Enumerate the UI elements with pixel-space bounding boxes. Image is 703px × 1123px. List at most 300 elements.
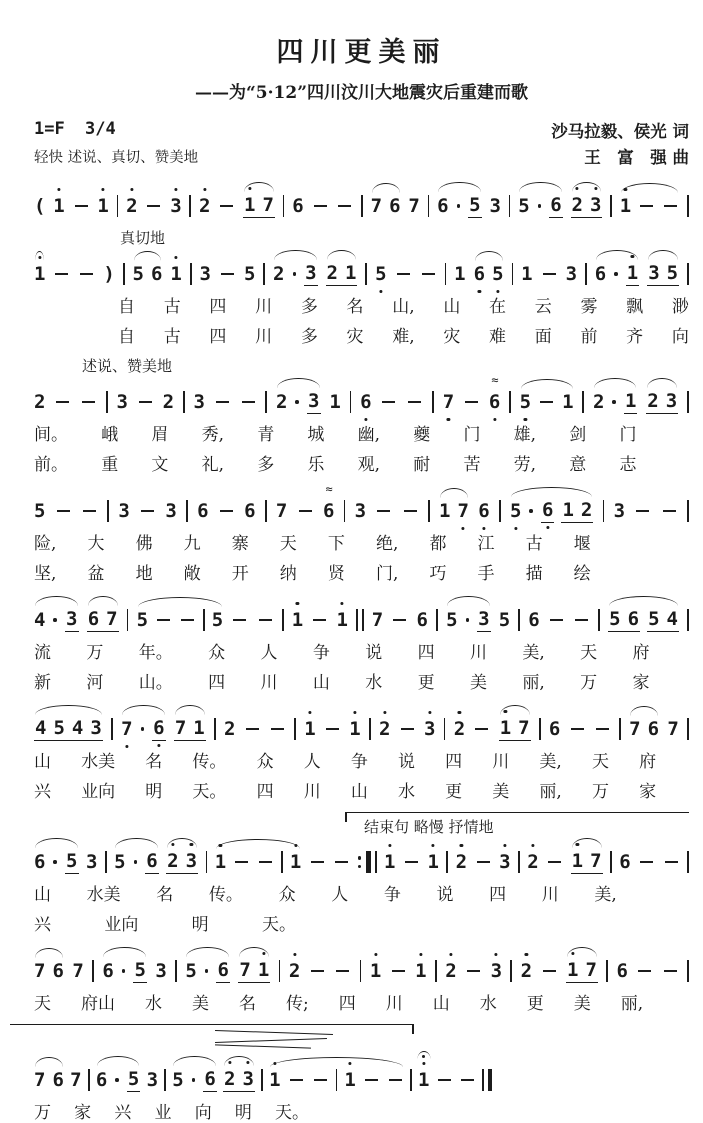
lyric-row	[34, 450, 637, 475]
lyric-syllable: 人	[331, 885, 349, 906]
note: 1	[562, 391, 574, 414]
lyric-syllable: 川	[385, 994, 403, 1015]
lyric-syllable: 府山	[81, 994, 115, 1015]
note: 7	[629, 718, 641, 741]
note: 7	[239, 959, 251, 982]
note: 3	[305, 262, 317, 285]
system-line-3	[34, 355, 689, 475]
lyric-syllable: 难	[489, 327, 507, 348]
slur-group	[174, 717, 206, 741]
slur-group	[566, 959, 598, 983]
lyric-syllable: 门,	[375, 564, 399, 585]
octave-dot-above	[203, 188, 206, 191]
note: 3	[491, 960, 502, 982]
single-barline	[687, 195, 689, 217]
barline	[539, 718, 541, 740]
note: 6	[542, 499, 553, 521]
lyric-syllable: 门	[463, 425, 481, 446]
note: 5	[132, 263, 144, 286]
barline	[186, 500, 188, 522]
barline	[598, 609, 600, 631]
single-barline	[539, 718, 541, 740]
lyric-syllable: 人	[303, 752, 321, 773]
decrescendo-line	[215, 1030, 333, 1035]
lyric-syllable: 山	[34, 752, 51, 773]
lyric-syllable: 坚,	[34, 564, 57, 585]
note: 7	[590, 850, 602, 873]
lyric-syllable: 天	[580, 643, 598, 664]
single-barline	[203, 609, 205, 631]
octave-dot-above	[294, 844, 297, 847]
note: 3	[90, 717, 102, 740]
barline	[369, 718, 371, 740]
beam-group	[647, 608, 679, 632]
system-line-6	[34, 701, 689, 802]
lyric-syllable: 古	[163, 327, 181, 348]
duration-dash	[422, 273, 435, 275]
lyric-syllable: 府	[639, 752, 657, 773]
lyric-syllable: 说	[436, 885, 454, 906]
note: 7	[275, 500, 288, 523]
slur-group	[595, 262, 640, 286]
note: 6	[594, 263, 607, 286]
duration-dash	[543, 970, 556, 972]
slur-group	[87, 608, 119, 632]
system-line-9	[34, 1022, 689, 1123]
note: 6	[244, 500, 256, 523]
duration-dash	[220, 510, 233, 512]
octave-dot-above	[190, 843, 193, 846]
duration-dash	[438, 1079, 451, 1081]
duration-dash	[477, 861, 490, 863]
note: 6	[150, 263, 163, 286]
note: 3	[186, 850, 197, 872]
duration-dot	[53, 618, 57, 622]
single-barline	[279, 960, 281, 982]
octave-dot-above	[383, 711, 386, 714]
note: 6	[416, 609, 428, 632]
note: 2	[521, 960, 532, 982]
barline	[279, 960, 281, 982]
lyric-syllable: 地	[135, 564, 153, 585]
repeat-dots	[358, 856, 362, 868]
notation-row	[34, 1052, 493, 1093]
lyric-syllable: 水	[397, 782, 415, 803]
duration-dash	[216, 401, 229, 403]
lyric-syllable: 间。	[34, 425, 68, 446]
note: 7	[121, 718, 132, 740]
note: 7	[370, 195, 383, 218]
note: 2	[454, 718, 465, 740]
final-barline	[482, 1069, 492, 1091]
note: 2	[379, 718, 390, 740]
lyric-syllable: 丽,	[539, 782, 562, 803]
lyric-syllable: 自	[118, 327, 135, 348]
barline	[105, 851, 107, 873]
single-barline	[261, 1069, 263, 1091]
barline	[88, 1069, 90, 1091]
single-barline	[263, 263, 265, 285]
lyric-row	[34, 559, 591, 584]
duration-dot	[115, 1078, 119, 1082]
lyric-syllable: 水美	[86, 885, 121, 906]
note: 6	[389, 195, 401, 218]
octave-dot-above	[428, 711, 431, 714]
single-barline	[509, 391, 511, 413]
note: 6	[204, 1068, 216, 1091]
note: 3	[648, 262, 660, 285]
lyric-row	[34, 529, 591, 554]
note: 1	[572, 850, 583, 872]
lyric-syllable: 前。	[34, 455, 68, 476]
duration-dash	[405, 861, 418, 863]
note: 5	[518, 195, 530, 218]
lyric-syllable: 美,	[522, 643, 545, 664]
single-barline	[111, 718, 113, 740]
barline	[281, 851, 283, 873]
beam-group	[65, 850, 78, 874]
lyric-syllable: 业	[154, 1103, 172, 1123]
lyric-row	[118, 292, 689, 317]
note: 5	[469, 194, 481, 217]
single-barline	[606, 960, 608, 982]
octave-dot-above	[374, 953, 377, 956]
lyric-syllable: 自	[118, 297, 135, 318]
note: 3	[199, 263, 211, 286]
note: 3	[354, 500, 367, 523]
note: 5	[136, 609, 149, 632]
slur-group	[102, 959, 147, 983]
lyric-syllable: 苦	[463, 455, 481, 476]
lyric-syllable: 盆	[87, 564, 105, 585]
barline	[336, 1069, 338, 1091]
lyric-syllable: 手	[477, 564, 495, 585]
octave-dot-above	[353, 711, 356, 714]
duration-dash	[335, 861, 348, 863]
lyric-syllable: 美	[492, 782, 510, 803]
note: 4	[666, 608, 678, 631]
note: 3	[165, 500, 177, 523]
barline	[261, 1069, 263, 1091]
lyric-syllable: 家	[632, 673, 650, 694]
duration-dash	[461, 1079, 474, 1081]
credits	[551, 119, 689, 170]
duration-dash	[575, 619, 588, 621]
note: 6	[95, 1069, 108, 1092]
note: 6	[474, 263, 485, 285]
beam-group	[541, 499, 554, 523]
lyric-syllable: 重	[101, 455, 119, 476]
score-body	[34, 178, 689, 1123]
single-barline	[687, 263, 689, 285]
lyric-syllable: 志	[619, 455, 637, 476]
beam-group	[646, 390, 678, 414]
lyric-syllable: 堰	[573, 534, 591, 555]
note: 2	[167, 850, 178, 872]
note: 3	[66, 608, 78, 631]
single-barline	[598, 609, 600, 631]
lyric-syllable: 古	[163, 297, 181, 318]
beam-group	[647, 262, 679, 286]
octave-dot-above	[130, 188, 133, 191]
lyric-syllable: 万	[591, 782, 609, 803]
duration-dash	[543, 273, 556, 275]
octave-dot-above	[388, 844, 391, 847]
note: 6	[360, 391, 371, 413]
single-barline	[499, 500, 501, 522]
note: 7	[518, 717, 530, 740]
system-line-8	[34, 943, 689, 1014]
barline	[183, 391, 185, 413]
beam-group	[65, 608, 78, 632]
lyric-syllable: 青	[257, 425, 275, 446]
duration-dash	[365, 1079, 378, 1081]
note: 1	[215, 851, 226, 873]
barline	[350, 391, 352, 413]
note: 2	[445, 960, 456, 982]
lyric-syllable: 天。	[261, 915, 296, 936]
beam-group	[87, 608, 119, 632]
mordent-icon: ≈	[325, 482, 332, 497]
barline	[687, 195, 689, 217]
lyric-row	[34, 880, 617, 905]
note: 5	[375, 263, 386, 285]
slur-group	[133, 263, 163, 285]
meta-left	[34, 119, 198, 167]
note: ≈ 6	[322, 482, 335, 523]
beam-group	[561, 499, 593, 523]
beam-group	[243, 194, 275, 218]
barline	[510, 960, 512, 982]
octave-dot-above	[503, 844, 506, 847]
note: 3	[424, 718, 435, 740]
slur-group	[518, 194, 563, 218]
octave-dot-above	[341, 602, 344, 605]
notation-row	[34, 178, 689, 219]
note: 1	[521, 263, 533, 286]
barline	[509, 195, 511, 217]
lyric-syllable: 意	[569, 455, 587, 476]
slur-group	[243, 194, 275, 218]
octave-dot-above	[308, 711, 311, 714]
note: 5	[648, 608, 660, 631]
barline	[189, 195, 191, 217]
beam-group	[307, 390, 320, 414]
note: 1	[53, 195, 64, 217]
note: 2	[647, 390, 659, 413]
single-barline	[361, 195, 363, 217]
barline	[444, 718, 446, 740]
lyric-syllable: 四	[445, 752, 463, 773]
lyric-syllable: 四	[209, 297, 227, 318]
duration-dash	[147, 205, 160, 207]
note: 2	[199, 195, 210, 217]
octave-dot-above	[57, 188, 60, 191]
single-barline	[190, 263, 192, 285]
slur-group	[121, 717, 166, 741]
duration-dash	[404, 510, 417, 512]
lyric-syllable: 名	[346, 297, 364, 318]
duration-dash	[465, 401, 478, 403]
double-barline	[356, 609, 363, 631]
single-barline	[619, 718, 621, 740]
key-signature: 1=F	[34, 119, 65, 139]
duration-dash	[141, 510, 154, 512]
octave-dot-above	[631, 255, 634, 258]
barline	[362, 609, 364, 631]
lyric-row	[34, 747, 656, 772]
note: 1	[244, 194, 255, 216]
note: 5	[492, 263, 503, 285]
note: 5	[446, 609, 458, 632]
barline	[206, 851, 208, 873]
note: 7	[371, 609, 384, 632]
single-barline	[360, 960, 362, 982]
note: 7	[262, 194, 274, 217]
lyric-syllable: 众	[256, 752, 274, 773]
single-barline	[603, 500, 605, 522]
note: 1	[292, 609, 303, 631]
lyric-syllable: 敞	[183, 564, 201, 585]
lyric-syllable: 都	[429, 534, 447, 555]
ending-section-label: 结束句 略慢 抒情地	[364, 818, 494, 837]
duration-dot	[295, 400, 299, 404]
single-barline	[582, 391, 584, 413]
lyric-syllable: 天。	[275, 1103, 310, 1123]
barline	[585, 263, 587, 285]
key-time-signature	[34, 119, 198, 139]
duration-dash	[75, 205, 88, 207]
single-barline	[214, 718, 216, 740]
octave-dot-above	[422, 1062, 425, 1065]
slur-group	[439, 500, 469, 522]
beam-group	[571, 194, 603, 218]
lyric-syllable: 川	[541, 885, 559, 906]
note: 5	[520, 391, 531, 413]
lyric-syllable: 明	[145, 782, 163, 803]
lyric-syllable: 兴	[34, 782, 51, 803]
lyric-syllable: 佛	[135, 534, 153, 555]
note: 3	[146, 1069, 159, 1092]
single-barline	[436, 609, 438, 631]
single-barline	[281, 851, 283, 873]
note: 3	[193, 391, 205, 414]
note: 6	[548, 718, 561, 741]
octave-dot-above	[175, 256, 178, 259]
slur-group	[238, 959, 270, 983]
duration-dash	[80, 273, 93, 275]
lyric-syllable: 川	[492, 752, 510, 773]
lyric-syllable: 绝,	[375, 534, 399, 555]
duration-dash	[550, 619, 563, 621]
barline	[610, 195, 612, 217]
barline	[687, 609, 689, 631]
slur-group	[326, 262, 358, 286]
lyric-syllable: 家	[74, 1103, 92, 1123]
barline	[499, 500, 501, 522]
barline	[282, 609, 284, 631]
duration-dash	[336, 970, 349, 972]
note: 3	[308, 390, 320, 413]
note: 6	[102, 960, 114, 983]
slur-group	[34, 717, 103, 741]
lyric-syllable: 眉	[151, 425, 169, 446]
lyric-syllable: 丽,	[522, 673, 545, 694]
notation-row	[34, 834, 689, 875]
duration-dash	[56, 401, 69, 403]
lyric-syllable: 人	[260, 643, 278, 664]
single-barline	[610, 851, 612, 873]
duration-dash	[313, 619, 326, 621]
single-barline	[444, 718, 446, 740]
slur-group	[269, 1069, 404, 1091]
beam-group	[223, 1068, 255, 1092]
duration-dot	[529, 509, 533, 513]
duration-dot	[192, 1078, 196, 1082]
repeat-dot	[358, 856, 362, 860]
barline	[428, 195, 430, 217]
duration-dash	[246, 728, 259, 730]
lyric-syllable: 山	[312, 673, 330, 694]
lyric-syllable: 府	[632, 643, 650, 664]
lyric-row	[34, 420, 637, 445]
duration-dot	[205, 969, 209, 973]
note: 1	[415, 960, 426, 982]
barline	[445, 263, 447, 285]
lyric-syllable: 山,	[392, 297, 415, 318]
lyric-syllable: 在	[489, 297, 507, 318]
single-barline	[106, 391, 108, 413]
barline	[687, 718, 689, 740]
barline	[687, 960, 689, 982]
lyric-syllable: 难,	[392, 327, 415, 348]
single-barline	[509, 195, 511, 217]
lyric-row	[34, 1098, 309, 1123]
duration-dash	[271, 728, 284, 730]
barline	[265, 391, 267, 413]
lyric-syllable: 水美	[81, 752, 116, 773]
slur-group	[137, 609, 224, 631]
note: 1	[620, 195, 631, 217]
duration-dash	[475, 728, 488, 730]
single-barline	[164, 1069, 166, 1091]
single-barline	[435, 960, 437, 982]
beam-group	[152, 717, 165, 741]
lyric-syllable: 向	[194, 1103, 212, 1123]
slur-group	[620, 195, 679, 217]
lyric-syllable: 兴	[34, 915, 51, 936]
note: 5	[127, 1068, 140, 1091]
note: 2	[572, 194, 583, 216]
barline	[610, 851, 612, 873]
octave-dot-above	[458, 711, 461, 714]
barline	[512, 263, 514, 285]
note: 6	[292, 195, 304, 218]
lyric-syllable: 云	[534, 297, 552, 318]
lyric-syllable: 更	[417, 673, 435, 694]
time-signature: 3/4	[84, 119, 116, 139]
duration-dash	[377, 510, 390, 512]
single-barline	[336, 1069, 338, 1091]
single-barline	[369, 718, 371, 740]
system-line-2	[34, 227, 689, 347]
single-barline	[445, 263, 447, 285]
lyric-syllable: 山	[432, 994, 450, 1015]
lyric-syllable: 乐	[307, 455, 325, 476]
note: 1	[567, 959, 578, 981]
note: 2	[326, 262, 338, 285]
beam-group	[549, 194, 562, 218]
